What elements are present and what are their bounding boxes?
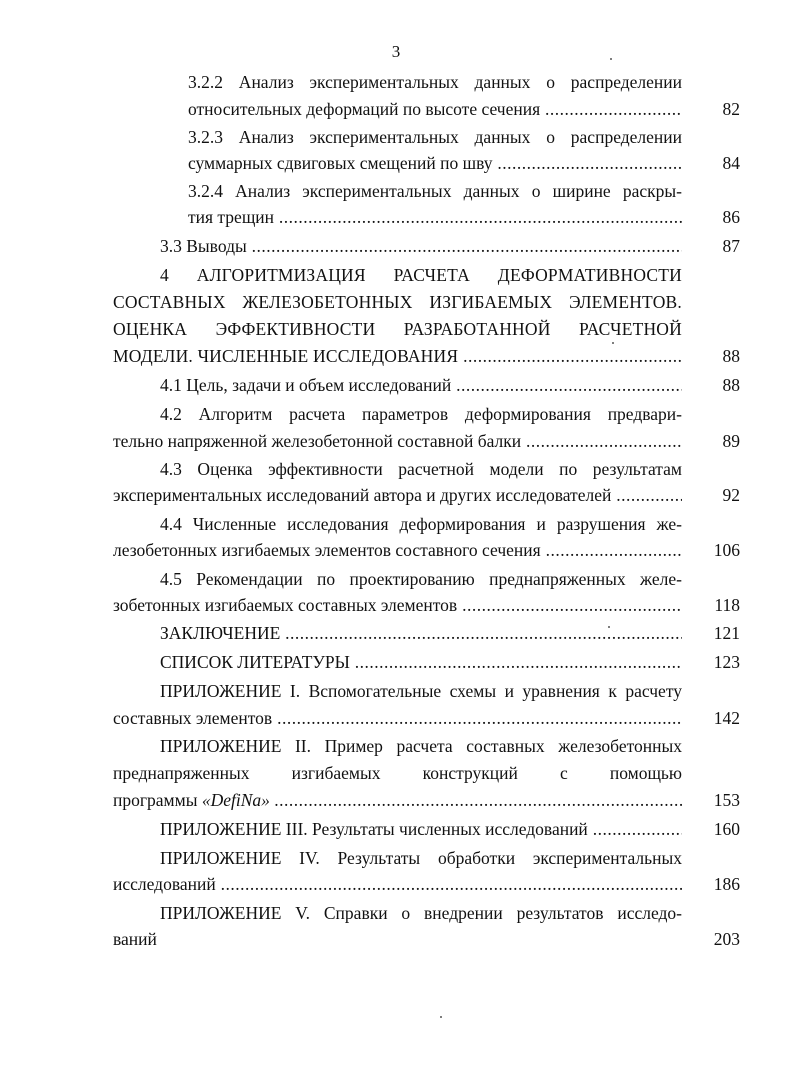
scan-speck xyxy=(608,626,610,628)
toc-page-number: 160 xyxy=(713,819,740,839)
scan-speck xyxy=(612,342,614,344)
toc-entry-line: МОДЕЛИ. ЧИСЛЕННЫЕ ИССЛЕДОВАНИЯ ..... xyxy=(113,343,682,369)
toc-entry-line: 4.5 Рекомендации по проектированию преднапряженных желе- xyxy=(160,569,682,589)
toc-entry-line: 4.1 Цель, задачи и объем исследований ..... xyxy=(160,372,682,398)
toc-entry-line: 4.3 Оценка эффективности расчетной модели по результатам xyxy=(160,459,682,479)
toc-page-number: 82 xyxy=(722,99,740,119)
toc-page-number: 87 xyxy=(722,236,740,256)
toc-page-number: 92 xyxy=(722,485,740,505)
toc-page-number: 142 xyxy=(713,708,740,728)
toc-entry-line: ПРИЛОЖЕНИЕ II. Пример расчета составных железобетонных xyxy=(160,736,682,756)
toc-entry-line: зобетонных изгибаемых составных элементов ..... xyxy=(113,592,682,618)
toc-entry-line: экспериментальных исследований автора и других исследователей ..... xyxy=(113,482,682,508)
toc-entry-text: программы xyxy=(113,790,198,810)
toc-page-number: 123 xyxy=(713,652,740,672)
toc-entry-line-program xyxy=(113,787,682,813)
page-number: 3 xyxy=(391,42,401,61)
toc-page-number: 118 xyxy=(714,595,740,615)
toc-entry-line: суммарных сдвиговых смещений по шву ..... xyxy=(188,150,682,176)
toc-page-number: 121 xyxy=(713,623,740,643)
toc-entry-line: ПРИЛОЖЕНИЕ I. Вспомогательные схемы и уравнения к расчету xyxy=(160,681,682,701)
scan-speck xyxy=(610,58,612,60)
toc-entry-line: 3.2.4 Анализ экспериментальных данных о ширине раскры- xyxy=(188,181,682,201)
toc-entry-line: ПРИЛОЖЕНИЕ V. Справки о внедрении результатов исследо- xyxy=(160,903,682,923)
toc-entry-line: тия трещин ..... xyxy=(188,204,682,230)
toc-page-number: 186 xyxy=(713,874,740,894)
toc-entry-line: 3.3 Выводы ..... xyxy=(160,233,682,259)
toc-entry-line: 3.2.3 Анализ экспериментальных данных о распределении xyxy=(188,127,682,147)
scan-speck xyxy=(440,1016,442,1018)
toc-page-number: 88 xyxy=(722,346,740,366)
toc-page-number: 88 xyxy=(722,375,740,395)
toc-entry-line: ПРИЛОЖЕНИЕ III. Результаты численных исследований ..... xyxy=(160,816,682,842)
toc-entry-line: ПРИЛОЖЕНИЕ IV. Результаты обработки экспериментальных xyxy=(160,848,682,868)
toc-entry-line: ваний xyxy=(113,929,157,949)
toc-page-number: 106 xyxy=(713,540,740,560)
toc-entry-line: 4 АЛГОРИТМИЗАЦИЯ РАСЧЕТА ДЕФОРМАТИВНОСТИ xyxy=(160,265,682,285)
toc-page-number: 203 xyxy=(713,929,740,949)
toc-entry-line: 4.2 Алгоритм расчета параметров деформирования предвари- xyxy=(160,404,682,424)
toc-entry-line: 3.2.2 Анализ экспериментальных данных о распределении xyxy=(188,72,682,92)
toc-entry-line: составных элементов ..... xyxy=(113,705,682,731)
toc-entry-line: ЗАКЛЮЧЕНИЕ ..... xyxy=(160,620,682,646)
toc-entry-line: СПИСОК ЛИТЕРАТУРЫ ..... xyxy=(160,649,682,675)
toc-entry-line: тельно напряженной железобетонной составной балки ..... xyxy=(113,428,682,454)
toc-entry-line: преднапряженных изгибаемых конструкций с помощью xyxy=(113,763,682,783)
program-name: «DefiNa» xyxy=(201,790,270,810)
toc-entry-line: лезобетонных изгибаемых элементов составного сечения ..... xyxy=(113,537,682,563)
toc-entry-line: исследований ..... xyxy=(113,871,682,897)
toc-entry-line: ОЦЕНКА ЭФФЕКТИВНОСТИ РАЗРАБОТАННОЙ РАСЧЕТНОЙ xyxy=(113,319,682,339)
toc-page-number: 84 xyxy=(722,153,740,173)
toc-page-number: 153 xyxy=(713,790,740,810)
toc-page-number: 86 xyxy=(722,207,740,227)
toc-page-number: 89 xyxy=(722,431,740,451)
toc-entry-line: 4.4 Численные исследования деформирования и разрушения же- xyxy=(160,514,682,534)
toc-entry-line: относительных деформаций по высоте сечения ..... xyxy=(188,96,682,122)
toc-entry-line: СОСТАВНЫХ ЖЕЛЕЗОБЕТОННЫХ ИЗГИБАЕМЫХ ЭЛЕМЕНТОВ. xyxy=(113,292,682,312)
